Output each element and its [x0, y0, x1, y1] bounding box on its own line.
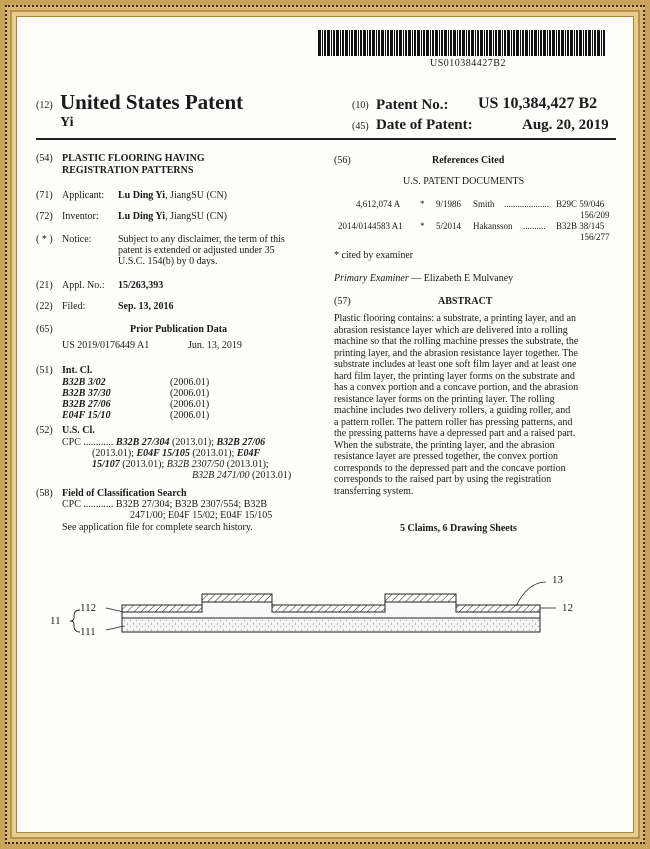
ref-star: * [420, 199, 425, 209]
barcode-bar [570, 30, 573, 56]
barcode-bar [585, 30, 587, 56]
barcode-bar [538, 30, 539, 56]
intcl-year: (2006.01) [170, 410, 210, 421]
barcode-number: US010384427B2 [430, 58, 506, 69]
barcode-bar [556, 30, 557, 56]
barcode-bar [360, 30, 362, 56]
barcode-bar [471, 30, 474, 56]
abstract-line: transferring system. [334, 485, 414, 497]
ref-class2: 156/209 [580, 210, 610, 220]
ref-class2: 156/277 [580, 232, 610, 242]
intcl-code: B32B 37/30 [62, 388, 111, 399]
barcode-bar [385, 30, 386, 56]
barcode-bar [502, 30, 503, 56]
code-10: (10) [352, 100, 369, 111]
filed-label: Filed: [62, 301, 86, 312]
barcode-bar [439, 30, 440, 56]
code-52: (52) [36, 425, 53, 436]
ref-dots: .......... [523, 221, 546, 231]
barcode-bar [459, 30, 461, 56]
abstract-line: resistance layer are pressed together, the convex portion [334, 451, 558, 462]
cpc-line4: B32B 2471/00 (2013.01) [192, 470, 292, 481]
barcode-bar [414, 30, 416, 56]
notice-line2: patent is extended or adjusted under 35 [118, 245, 275, 256]
notice-line3: U.S.C. 154(b) by 0 days. [118, 256, 218, 267]
barcode-bar [489, 30, 492, 56]
barcode-bar [495, 30, 497, 56]
label-11: 11 [50, 615, 61, 627]
barcode-bar [430, 30, 431, 56]
abstract-line: substrate includes at least one soft film layer and at least one [334, 359, 577, 370]
invention-title-line1: PLASTIC FLOORING HAVING [62, 153, 205, 164]
ref-name: Smith [473, 199, 495, 209]
barcode-bar [516, 30, 519, 56]
patent-date: Aug. 20, 2019 [522, 117, 609, 133]
references-title: References Cited [432, 155, 505, 166]
barcode-bar [394, 30, 395, 56]
ref-name: Hakansson [473, 221, 513, 231]
abstract-line: corresponds to the depressed part and the concave portion [334, 462, 566, 474]
appl-label: Appl. No.: [62, 280, 105, 291]
barcode-bar [601, 30, 602, 56]
prior-pub-number: US 2019/0176449 A1 [62, 340, 150, 351]
cpc-line3: 15/107 (2013.01); B32B 2307/50 (2013.01); [92, 459, 269, 470]
notice-line1: Subject to any disclaimer, the term of this [118, 234, 285, 245]
barcode-bar [423, 30, 425, 56]
barcode-bar [507, 30, 510, 56]
code-21: (21) [36, 280, 53, 291]
barcode-bar [405, 30, 407, 56]
leader-112 [106, 608, 124, 612]
barcode-bar [363, 30, 366, 56]
abstract-line: Plastic flooring contains: a substrate, a printing layer, and an [334, 313, 577, 324]
abstract-line: hard film layer, the printing layer forms on the substrate and [334, 370, 575, 382]
code-51: (51) [36, 365, 53, 376]
filed-date: Sep. 13, 2016 [118, 301, 174, 312]
barcode-bar [381, 30, 384, 56]
ref-star: * [420, 221, 425, 231]
abstract-line: corresponds to the raised part by using the registration [334, 474, 552, 485]
barcode-bar [468, 30, 470, 56]
barcode-bar [345, 30, 348, 56]
barcode-bar [322, 30, 323, 56]
code-22: (22) [36, 301, 53, 312]
intcl-year: (2006.01) [170, 399, 210, 410]
primary-examiner: Primary Examiner — Elizabeth E Mulvaney [334, 273, 514, 284]
cited-by-examiner: * cited by examiner [334, 250, 414, 261]
intcl-code: B32B 3/02 [62, 377, 106, 388]
abstract-line: machine so that the rolling machine presses the substrate, the [334, 336, 579, 347]
barcode-bar [351, 30, 353, 56]
code-58: (58) [36, 488, 53, 499]
barcode-bar [324, 30, 326, 56]
code-71: (71) [36, 190, 53, 201]
barcode-bar [318, 30, 321, 56]
barcode-bar [390, 30, 393, 56]
abstract-line: abrasion resistance layer which are delivered into a rolling [334, 324, 568, 336]
barcode-bar [592, 30, 593, 56]
notice-label: Notice: [62, 234, 92, 245]
barcode-bar [498, 30, 501, 56]
barcode-bar [579, 30, 582, 56]
uscl-label: U.S. Cl. [62, 425, 95, 436]
label-111: 111 [80, 626, 96, 638]
barcode-bar [426, 30, 429, 56]
barcode-bar [603, 30, 605, 56]
barcode-bar [540, 30, 542, 56]
barcode-bar [594, 30, 596, 56]
barcode-bar [396, 30, 398, 56]
barcode-bar [493, 30, 494, 56]
field-search-label: Field of Classification Search [62, 488, 187, 499]
header-rule [36, 138, 616, 140]
substrate-layer [122, 618, 540, 632]
barcode-bar [432, 30, 434, 56]
barcode-bar [466, 30, 467, 56]
barcode-bar [511, 30, 512, 56]
fcs-line1: CPC ............ B32B 27/304; B32B 2307/554; B32B [62, 499, 268, 510]
barcode-bar [567, 30, 569, 56]
barcode-bar [475, 30, 476, 56]
barcode-bar [558, 30, 560, 56]
patent-no-label: Patent No.: [376, 97, 449, 113]
inventor-label: Inventor: [62, 211, 99, 222]
ref-number: 2014/0144583 A1 [338, 221, 403, 231]
abstract-line: printing layer, and the abrasion resistance layer together. The [334, 347, 578, 359]
barcode-bar [327, 30, 330, 56]
abstract-line: resistance layer forms on the printing layer. The rolling [334, 393, 555, 405]
brace-11 [70, 610, 80, 632]
abstract-line: When the substrate, the printing layer, and the abrasion [334, 439, 555, 451]
label-112: 112 [80, 602, 97, 614]
barcode-bar [450, 30, 452, 56]
abrasion-resistance-layer [122, 594, 540, 612]
applicant-label: Applicant: [62, 190, 105, 201]
abstract-line: machine includes two delivery rollers, a guiding roller, and [334, 405, 571, 416]
barcode-bar [342, 30, 344, 56]
barcode-bar [340, 30, 341, 56]
code-72: (72) [36, 211, 53, 222]
cpc-line2: (2013.01); E04F 15/105 (2013.01); E04F [92, 448, 261, 459]
prior-pub-title: Prior Publication Data [130, 324, 228, 335]
abstract-line: has a convex portion and a concave portion, and the abrasion [334, 382, 579, 393]
barcode [318, 30, 608, 56]
claims-count: 5 Claims, 6 Drawing Sheets [400, 523, 517, 534]
intcl-year: (2006.01) [170, 377, 210, 388]
barcode-bar [453, 30, 456, 56]
barcode-bar [412, 30, 413, 56]
barcode-bar [336, 30, 339, 56]
barcode-bar [376, 30, 377, 56]
barcode-bar [457, 30, 458, 56]
barcode-bar [531, 30, 533, 56]
barcode-bar [354, 30, 357, 56]
code-57: (57) [334, 296, 351, 307]
leader-13 [516, 582, 546, 606]
barcode-bar [525, 30, 528, 56]
barcode-bar [369, 30, 371, 56]
barcode-bar [462, 30, 465, 56]
inventor: Lu Ding Yi, JiangSU (CN) [118, 211, 228, 222]
intcl-code: B32B 27/06 [62, 399, 111, 410]
code-54: (54) [36, 153, 53, 164]
barcode-bar [349, 30, 350, 56]
barcode-bar [444, 30, 447, 56]
ref-class: B29C 59/046 [556, 199, 605, 209]
label-13: 13 [552, 574, 563, 586]
barcode-bar [486, 30, 488, 56]
barcode-bar [399, 30, 402, 56]
cpc-line1: CPC ............ B32B 27/304 (2013.01); B32B 27/06 [62, 437, 266, 448]
applicant: Lu Ding Yi, JiangSU (CN) [118, 190, 228, 201]
barcode-bar [480, 30, 483, 56]
abstract-body [334, 313, 616, 497]
barcode-bar [333, 30, 335, 56]
patent-number: US 10,384,427 B2 [478, 95, 598, 112]
barcode-bar [417, 30, 420, 56]
barcode-bar [583, 30, 584, 56]
barcode-bar [387, 30, 389, 56]
intcl-label: Int. Cl. [62, 365, 93, 376]
patent-title: United States Patent [60, 90, 244, 114]
label-12: 12 [562, 602, 573, 614]
fcs-line3: See application file for complete search history. [62, 522, 253, 533]
barcode-bar [547, 30, 548, 56]
barcode-bar [441, 30, 443, 56]
barcode-bar [513, 30, 515, 56]
leader-111 [106, 626, 124, 630]
barcode-bar [588, 30, 591, 56]
barcode-bar [549, 30, 551, 56]
ref-date: 9/1986 [436, 199, 462, 209]
barcode-bar [378, 30, 380, 56]
barcode-bar [484, 30, 485, 56]
barcode-bar [522, 30, 524, 56]
cross-section-drawing [36, 568, 596, 648]
ref-dots: .................... [504, 199, 549, 209]
invention-title-line2: REGISTRATION PATTERNS [62, 165, 194, 176]
ref-number: 4,612,074 A [356, 199, 401, 209]
barcode-bar [403, 30, 404, 56]
inventor-short: Yi [60, 115, 74, 130]
barcode-bar [358, 30, 359, 56]
barcode-bar [448, 30, 449, 56]
barcode-bar [331, 30, 332, 56]
abstract-title: ABSTRACT [438, 296, 493, 307]
fcs-line2: 2471/00; E04F 15/02; E04F 15/105 [130, 510, 273, 521]
barcode-bar [520, 30, 521, 56]
code-65: (65) [36, 324, 53, 335]
appl-number: 15/263,393 [118, 280, 164, 291]
barcode-bar [408, 30, 411, 56]
barcode-bar [421, 30, 422, 56]
date-label: Date of Patent: [376, 117, 473, 133]
barcode-bar [477, 30, 479, 56]
barcode-bar [552, 30, 555, 56]
intcl-code: E04F 15/10 [62, 410, 111, 421]
abstract-line: the pressing patterns have a depressed part and a raised part. [334, 428, 576, 439]
prior-pub-date: Jun. 13, 2019 [188, 340, 242, 351]
intcl-year: (2006.01) [170, 388, 210, 399]
barcode-bar [534, 30, 537, 56]
code-45: (45) [352, 121, 369, 132]
barcode-bar [565, 30, 566, 56]
barcode-bar [435, 30, 438, 56]
us-documents-title: U.S. PATENT DOCUMENTS [403, 176, 525, 187]
barcode-bar [372, 30, 375, 56]
ref-class: B32B 38/145 [556, 221, 605, 231]
barcode-bar [529, 30, 530, 56]
barcode-bar [597, 30, 600, 56]
barcode-bar [543, 30, 546, 56]
barcode-bar [561, 30, 564, 56]
code-56: (56) [334, 155, 351, 166]
barcode-bar [574, 30, 575, 56]
abstract-line: a pattern roller. The pattern roller has pressing patterns, and [334, 416, 573, 428]
code-12: (12) [36, 100, 53, 111]
code-notice: ( * ) [36, 234, 53, 245]
ref-date: 5/2014 [436, 221, 462, 231]
barcode-bar [504, 30, 506, 56]
barcode-bar [576, 30, 578, 56]
barcode-bar [367, 30, 368, 56]
